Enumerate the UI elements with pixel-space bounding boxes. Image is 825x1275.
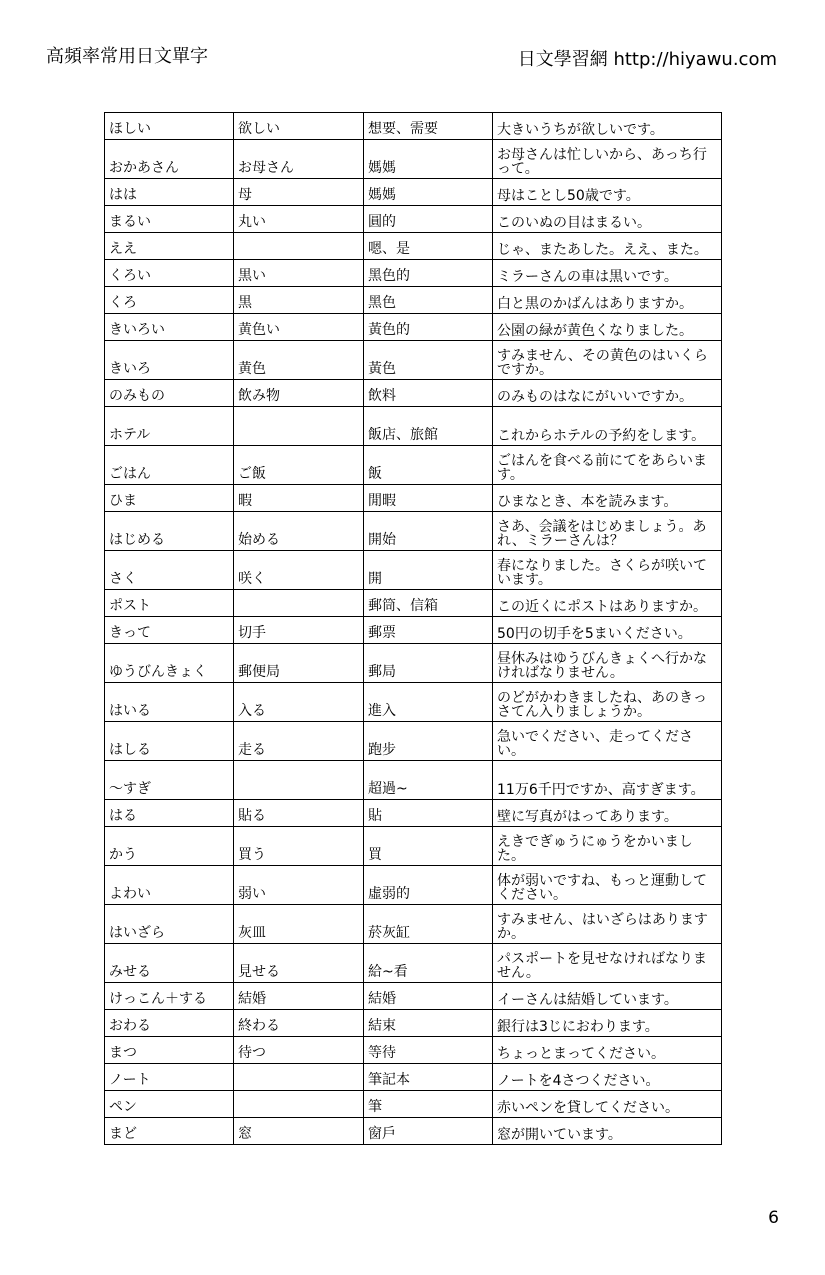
cell-example: ミラーさんの車は黒いです。 <box>493 260 722 287</box>
cell-kanji: 黄色 <box>234 341 364 380</box>
cell-meaning: 郵局 <box>364 644 493 683</box>
cell-example: のどがかわきましたね、あのきっさてん入りましょうか。 <box>493 683 722 722</box>
cell-meaning: 黑色 <box>364 287 493 314</box>
table-row <box>105 287 722 314</box>
cell-kanji: 黒 <box>234 287 364 314</box>
cell-meaning: 貼 <box>364 800 493 827</box>
cell-example: 窓が開いています。 <box>493 1118 722 1145</box>
table-row <box>105 1091 722 1118</box>
cell-example: 公園の緑が黄色くなりました。 <box>493 314 722 341</box>
cell-kanji: 入る <box>234 683 364 722</box>
cell-kana: さく <box>105 551 234 590</box>
table-row <box>105 800 722 827</box>
cell-example: すみません、その黄色のはいくらですか。 <box>493 341 722 380</box>
cell-kana: ゆうびんきょく <box>105 644 234 683</box>
table-row <box>105 485 722 512</box>
cell-meaning: 郵筒、信箱 <box>364 590 493 617</box>
cell-meaning: 結束 <box>364 1010 493 1037</box>
cell-meaning: 嗯、是 <box>364 233 493 260</box>
cell-example: すみません、はいざらはありますか。 <box>493 905 722 944</box>
cell-kanji: 黄色い <box>234 314 364 341</box>
cell-example: 体が弱いですね、もっと運動してください。 <box>493 866 722 905</box>
table-row <box>105 407 722 446</box>
cell-meaning: 黑色的 <box>364 260 493 287</box>
table-row <box>105 1010 722 1037</box>
cell-kanji: 終わる <box>234 1010 364 1037</box>
cell-kanji: 弱い <box>234 866 364 905</box>
table-row <box>105 761 722 800</box>
cell-meaning: 黃色的 <box>364 314 493 341</box>
cell-example: ひまなとき、本を読みます。 <box>493 485 722 512</box>
cell-kana: くろい <box>105 260 234 287</box>
table-row <box>105 983 722 1010</box>
cell-kanji <box>234 1091 364 1118</box>
cell-meaning: 筆記本 <box>364 1064 493 1091</box>
cell-example: えきでぎゅうにゅうをかいました。 <box>493 827 722 866</box>
cell-kanji: 飲み物 <box>234 380 364 407</box>
cell-meaning: 菸灰缸 <box>364 905 493 944</box>
cell-kanji <box>234 590 364 617</box>
cell-kanji: 母 <box>234 179 364 206</box>
cell-example: 50円の切手を5まいください。 <box>493 617 722 644</box>
cell-kanji <box>234 761 364 800</box>
cell-kana: はじめる <box>105 512 234 551</box>
table-row <box>105 944 722 983</box>
cell-meaning: 等待 <box>364 1037 493 1064</box>
table-row <box>105 551 722 590</box>
cell-kana: けっこん＋する <box>105 983 234 1010</box>
cell-meaning: 郵票 <box>364 617 493 644</box>
document-title: 高頻率常用日文單字 <box>46 46 208 67</box>
vocabulary-table <box>104 112 722 1145</box>
table-row <box>105 1037 722 1064</box>
cell-kanji: 灰皿 <box>234 905 364 944</box>
cell-kana: まど <box>105 1118 234 1145</box>
table-row <box>105 233 722 260</box>
cell-kana: ほしい <box>105 113 234 140</box>
cell-meaning: 進入 <box>364 683 493 722</box>
cell-kana: きいろい <box>105 314 234 341</box>
table-row <box>105 827 722 866</box>
cell-meaning: 閒暇 <box>364 485 493 512</box>
cell-kana: はる <box>105 800 234 827</box>
table-row <box>105 866 722 905</box>
cell-example: 母はことし50歳です。 <box>493 179 722 206</box>
cell-kana: かう <box>105 827 234 866</box>
cell-kana: きって <box>105 617 234 644</box>
cell-example: 急いでください、走ってください。 <box>493 722 722 761</box>
cell-kana: はいる <box>105 683 234 722</box>
cell-kana: はいざら <box>105 905 234 944</box>
cell-kanji: お母さん <box>234 140 364 179</box>
cell-kana: のみもの <box>105 380 234 407</box>
cell-kana: ペン <box>105 1091 234 1118</box>
cell-example: ノートを4さつください。 <box>493 1064 722 1091</box>
cell-meaning: 飯 <box>364 446 493 485</box>
cell-kanji <box>234 1064 364 1091</box>
cell-example: 銀行は3じにおわります。 <box>493 1010 722 1037</box>
cell-kana: ポスト <box>105 590 234 617</box>
cell-example: さあ、会議をはじめましょう。あれ、ミラーさんは？ <box>493 512 722 551</box>
table-row <box>105 644 722 683</box>
cell-example: 大きいうちが欲しいです。 <box>493 113 722 140</box>
cell-example: ごはんを食べる前にてをあらいます。 <box>493 446 722 485</box>
cell-kanji: 欲しい <box>234 113 364 140</box>
cell-example: 11万6千円ですか、高すぎます。 <box>493 761 722 800</box>
cell-kanji: 暇 <box>234 485 364 512</box>
table-row <box>105 179 722 206</box>
table-row <box>105 905 722 944</box>
cell-kana: よわい <box>105 866 234 905</box>
cell-kana: はは <box>105 179 234 206</box>
cell-example: 春になりました。さくらが咲いています。 <box>493 551 722 590</box>
cell-kanji: 咲く <box>234 551 364 590</box>
page-number: 6 <box>768 1208 779 1228</box>
cell-meaning: 想要、需要 <box>364 113 493 140</box>
cell-kana: ええ <box>105 233 234 260</box>
table-row <box>105 113 722 140</box>
cell-example: 赤いペンを貸してください。 <box>493 1091 722 1118</box>
cell-meaning: 媽媽 <box>364 140 493 179</box>
cell-example: じゃ、またあした。ええ、また。 <box>493 233 722 260</box>
cell-kanji: 窓 <box>234 1118 364 1145</box>
table-row <box>105 512 722 551</box>
table-row <box>105 1118 722 1145</box>
cell-kanji <box>234 233 364 260</box>
table-row <box>105 341 722 380</box>
cell-kana: みせる <box>105 944 234 983</box>
cell-kanji: 結婚 <box>234 983 364 1010</box>
cell-kana: まるい <box>105 206 234 233</box>
table-row <box>105 722 722 761</box>
cell-kana: ノート <box>105 1064 234 1091</box>
cell-kana: ～すぎ <box>105 761 234 800</box>
cell-kana: くろ <box>105 287 234 314</box>
cell-example: このいぬの目はまるい。 <box>493 206 722 233</box>
cell-kana: おわる <box>105 1010 234 1037</box>
cell-kanji: 走る <box>234 722 364 761</box>
table-row <box>105 446 722 485</box>
cell-meaning: 窗戶 <box>364 1118 493 1145</box>
cell-kanji: 始める <box>234 512 364 551</box>
cell-example: これからホテルの予約をします。 <box>493 407 722 446</box>
cell-example: この近くにポストはありますか。 <box>493 590 722 617</box>
table-row <box>105 380 722 407</box>
table-row <box>105 314 722 341</box>
cell-meaning: 媽媽 <box>364 179 493 206</box>
cell-example: 壁に写真がはってあります。 <box>493 800 722 827</box>
cell-meaning: 超過~ <box>364 761 493 800</box>
cell-example: パスポートを見せなければなりません。 <box>493 944 722 983</box>
cell-meaning: 圓的 <box>364 206 493 233</box>
cell-meaning: 買 <box>364 827 493 866</box>
table-row <box>105 617 722 644</box>
cell-kanji: 郵便局 <box>234 644 364 683</box>
cell-kanji: 見せる <box>234 944 364 983</box>
cell-kanji: 黒い <box>234 260 364 287</box>
cell-example: 白と黒のかばんはありますか。 <box>493 287 722 314</box>
cell-meaning: 開 <box>364 551 493 590</box>
cell-example: イーさんは結婚しています。 <box>493 983 722 1010</box>
cell-meaning: 黃色 <box>364 341 493 380</box>
cell-kanji: ご飯 <box>234 446 364 485</box>
website-credit: 日文學習網 http://hiyawu.com <box>517 49 777 70</box>
cell-kana: はしる <box>105 722 234 761</box>
cell-kana: ひま <box>105 485 234 512</box>
cell-kanji: 切手 <box>234 617 364 644</box>
cell-meaning: 虛弱的 <box>364 866 493 905</box>
cell-kanji: 丸い <box>234 206 364 233</box>
cell-example: 昼休みはゆうびんきょくへ行かなければなりません。 <box>493 644 722 683</box>
cell-meaning: 開始 <box>364 512 493 551</box>
cell-meaning: 給~看 <box>364 944 493 983</box>
vocabulary-table-body <box>105 113 722 1145</box>
cell-kanji <box>234 407 364 446</box>
table-row <box>105 683 722 722</box>
table-row <box>105 590 722 617</box>
cell-meaning: 飯店、旅館 <box>364 407 493 446</box>
cell-kana: ホテル <box>105 407 234 446</box>
cell-kana: きいろ <box>105 341 234 380</box>
cell-example: お母さんは忙しいから、あっち行って。 <box>493 140 722 179</box>
cell-kana: まつ <box>105 1037 234 1064</box>
cell-meaning: 筆 <box>364 1091 493 1118</box>
table-row <box>105 260 722 287</box>
cell-meaning: 結婚 <box>364 983 493 1010</box>
cell-example: のみものはなにがいいですか。 <box>493 380 722 407</box>
cell-kana: ごはん <box>105 446 234 485</box>
cell-kanji: 待つ <box>234 1037 364 1064</box>
cell-kana: おかあさん <box>105 140 234 179</box>
cell-example: ちょっとまってください。 <box>493 1037 722 1064</box>
cell-kanji: 貼る <box>234 800 364 827</box>
cell-meaning: 飲料 <box>364 380 493 407</box>
table-row <box>105 1064 722 1091</box>
cell-meaning: 跑步 <box>364 722 493 761</box>
cell-kanji: 買う <box>234 827 364 866</box>
table-row <box>105 140 722 179</box>
table-row <box>105 206 722 233</box>
